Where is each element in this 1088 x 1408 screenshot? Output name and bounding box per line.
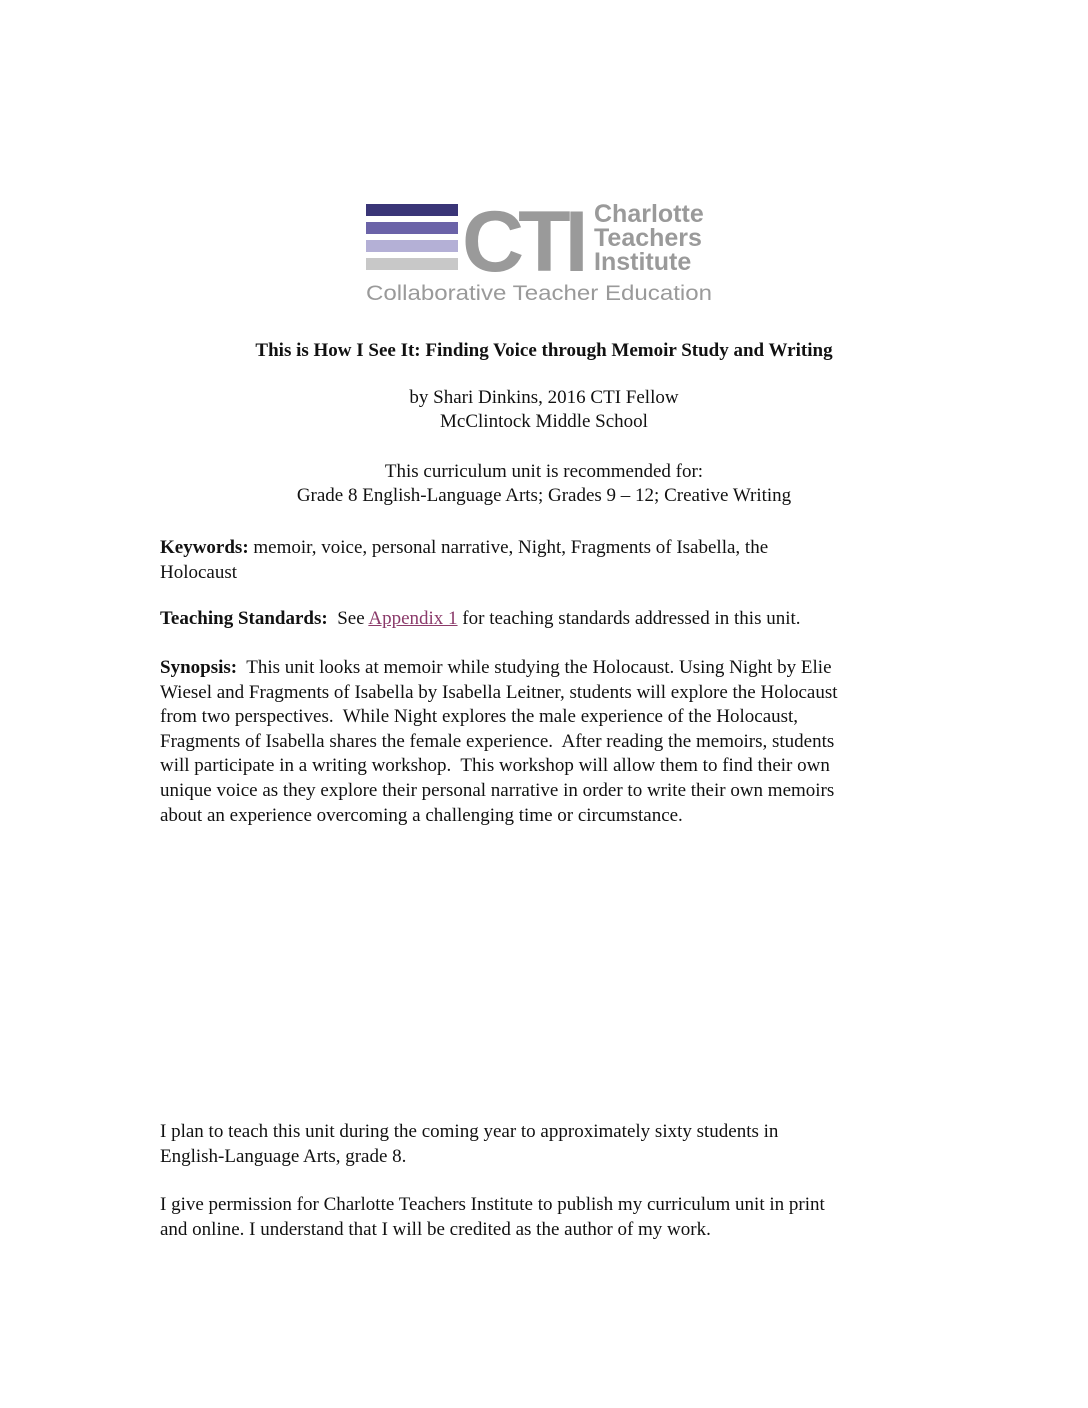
school-line: McClintock Middle School <box>440 411 648 432</box>
synopsis-line-3: from two perspectives. While Night explores the male experience of the Holocaust, <box>160 706 799 728</box>
logo-stripe-dark <box>366 204 458 216</box>
permission-paragraph <box>160 1193 920 1242</box>
synopsis-line-1: This unit looks at memoir while studying the Holocaust. Using Night by Elie <box>237 657 832 678</box>
recommendation-line-2: Grade 8 English-Language Arts; Grades 9 – 12; Creative Writing <box>296 485 792 506</box>
logo-line-3: Institute <box>594 248 692 276</box>
plan-paragraph <box>160 1120 920 1169</box>
synopsis-line-6: unique voice as they explore their personal narrative in order to write their own memoirs <box>160 779 835 801</box>
document-title: This is How I See It: Finding Voice through Memoir Study and Writing <box>255 340 833 361</box>
synopsis-line-5: will participate in a writing workshop. This workshop will allow them to find their own <box>160 755 830 777</box>
logo-line-1: Charlotte <box>594 200 704 228</box>
logo-stripe-gray <box>366 258 458 270</box>
synopsis-paragraph <box>160 656 920 828</box>
synopsis-line-7: about an experience overcoming a challenging time or circumstance. <box>160 804 683 826</box>
keywords-paragraph <box>160 536 920 585</box>
standards-paragraph <box>160 607 920 632</box>
synopsis-line-4: Fragments of Isabella shares the female experience. After reading the memoirs, students <box>160 730 835 752</box>
recommendation-line-1: This curriculum unit is recommended for: <box>384 461 704 482</box>
keywords-text-2: Holocaust <box>160 561 238 583</box>
logo-stripe-mid <box>366 222 458 234</box>
plan-line-2: English-Language Arts, grade 8. <box>160 1145 407 1167</box>
author-line: by Shari Dinkins, 2016 CTI Fellow <box>409 387 679 408</box>
recommendation <box>0 460 1088 508</box>
cti-logo <box>364 198 724 306</box>
logo-tagline: Collaborative Teacher Education <box>366 282 712 305</box>
logo-letters: CTI <box>462 198 583 290</box>
standards-text-after: for teaching standards addressed in this unit. <box>457 608 801 629</box>
byline <box>0 386 1088 434</box>
synopsis-line-2: Wiesel and Fragments of Isabella by Isabella Leitner, students will explore the Holocaust <box>160 681 838 703</box>
synopsis-label: Synopsis: <box>160 657 238 678</box>
logo-stripe-light <box>366 240 458 252</box>
keywords-label: Keywords: <box>160 537 249 558</box>
logo-line-2: Teachers <box>594 224 702 252</box>
permission-line-1: I give permission for Charlotte Teachers Institute to publish my curriculum unit in print <box>160 1194 825 1215</box>
permission-line-2: and online. I understand that I will be credited as the author of my work. <box>160 1218 711 1240</box>
standards-text-before: See <box>327 608 369 629</box>
standards-label: Teaching Standards: <box>160 608 328 629</box>
appendix-1-link[interactable]: Appendix 1 <box>368 608 458 629</box>
keywords-text-1: memoir, voice, personal narrative, Night, Fragments of Isabella, the <box>248 537 769 558</box>
plan-line-1: I plan to teach this unit during the coming year to approximately sixty students in <box>160 1121 779 1142</box>
